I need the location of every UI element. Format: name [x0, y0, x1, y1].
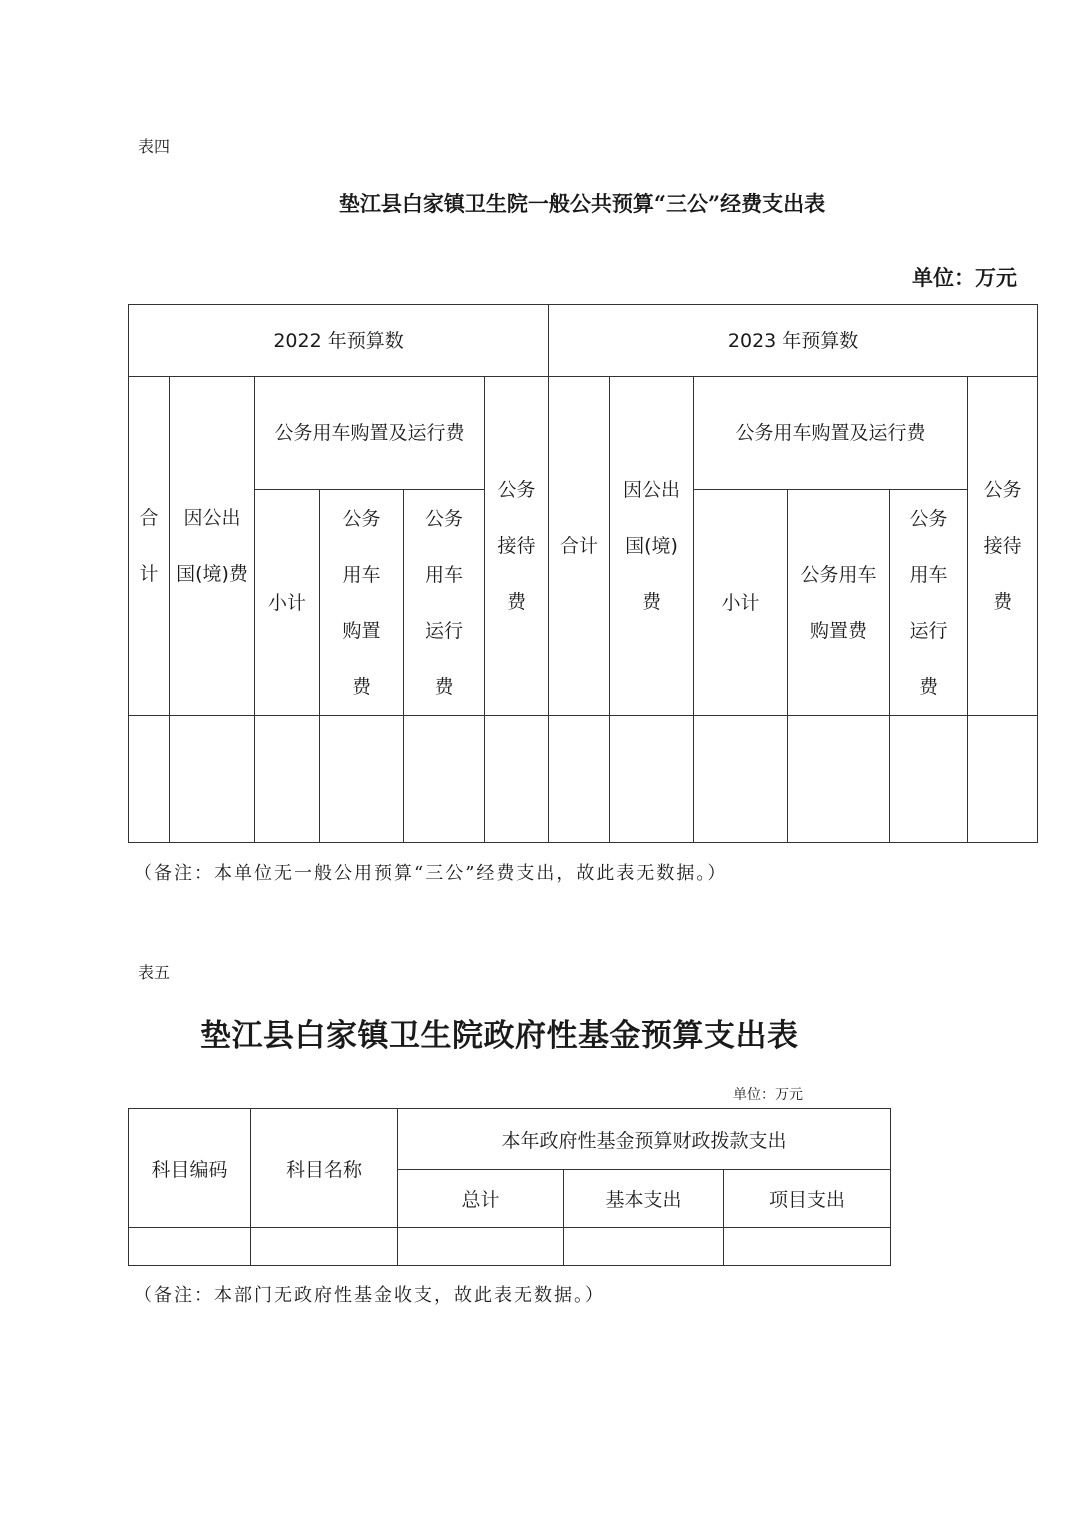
header-2022-total: 合计: [129, 377, 170, 716]
empty-cell: [398, 1228, 564, 1266]
empty-cell: [255, 716, 320, 843]
table4-label: 表四: [138, 137, 171, 156]
three-public-expenses-table: [128, 304, 1038, 843]
header-total: 总计: [398, 1170, 564, 1228]
header-2022-reception: 公务接待费: [485, 377, 549, 716]
table5-label: 表五: [138, 963, 171, 982]
header-fund-expenditure: 本年政府性基金预算财政拨款支出: [398, 1109, 891, 1170]
header-project-expenditure: 项目支出: [724, 1170, 891, 1228]
header-subject-code: 科目编码: [129, 1109, 251, 1228]
table5-title: 垫江县白家镇卫生院政府性基金预算支出表: [200, 1018, 799, 1054]
header-2023-reception: 公务接待费: [968, 377, 1038, 716]
header-2023-vehicle-group: 公务用车购置及运行费: [694, 377, 968, 490]
empty-cell: [170, 716, 255, 843]
header-2022-abroad: 因公出国(境)费: [170, 377, 255, 716]
empty-cell: [485, 716, 549, 843]
empty-cell: [968, 716, 1038, 843]
header-2022-subtotal: 小计: [255, 490, 320, 716]
header-2023-budget: 2023 年预算数: [549, 305, 1038, 377]
header-2023-vehicle-operation: 公务用车运行费: [890, 490, 968, 716]
header-2022-vehicle-operation: 公务用车运行费: [404, 490, 485, 716]
empty-cell: [549, 716, 610, 843]
government-fund-table: [128, 1108, 891, 1266]
empty-cell: [610, 716, 694, 843]
table4-title: 垫江县白家镇卫生院一般公共预算“三公”经费支出表: [338, 191, 826, 216]
empty-cell: [564, 1228, 724, 1266]
header-2023-total: 合计: [549, 377, 610, 716]
empty-cell: [694, 716, 788, 843]
header-2023-vehicle-purchase: 公务用车购置费: [788, 490, 890, 716]
header-2022-budget: 2022 年预算数: [129, 305, 549, 377]
header-basic-expenditure: 基本支出: [564, 1170, 724, 1228]
header-subject-name: 科目名称: [251, 1109, 398, 1228]
header-2023-abroad: 因公出国(境)费: [610, 377, 694, 716]
table4-unit: 单位：万元: [912, 265, 1017, 290]
empty-cell: [320, 716, 404, 843]
header-2022-vehicle-purchase: 公务用车购置费: [320, 490, 404, 716]
header-2023-subtotal: 小计: [694, 490, 788, 716]
empty-cell: [788, 716, 890, 843]
empty-cell: [251, 1228, 398, 1266]
empty-cell: [404, 716, 485, 843]
empty-cell: [890, 716, 968, 843]
empty-cell: [129, 716, 170, 843]
empty-cell: [724, 1228, 891, 1266]
table5-unit: 单位：万元: [733, 1087, 803, 1103]
header-2022-vehicle-group: 公务用车购置及运行费: [255, 377, 485, 490]
table4-note: （备注：本单位无一般公用预算“三公”经费支出，故此表无数据。）: [134, 863, 728, 884]
empty-cell: [129, 1228, 251, 1266]
table5-note: （备注：本部门无政府性基金收支，故此表无数据。）: [134, 1285, 605, 1306]
